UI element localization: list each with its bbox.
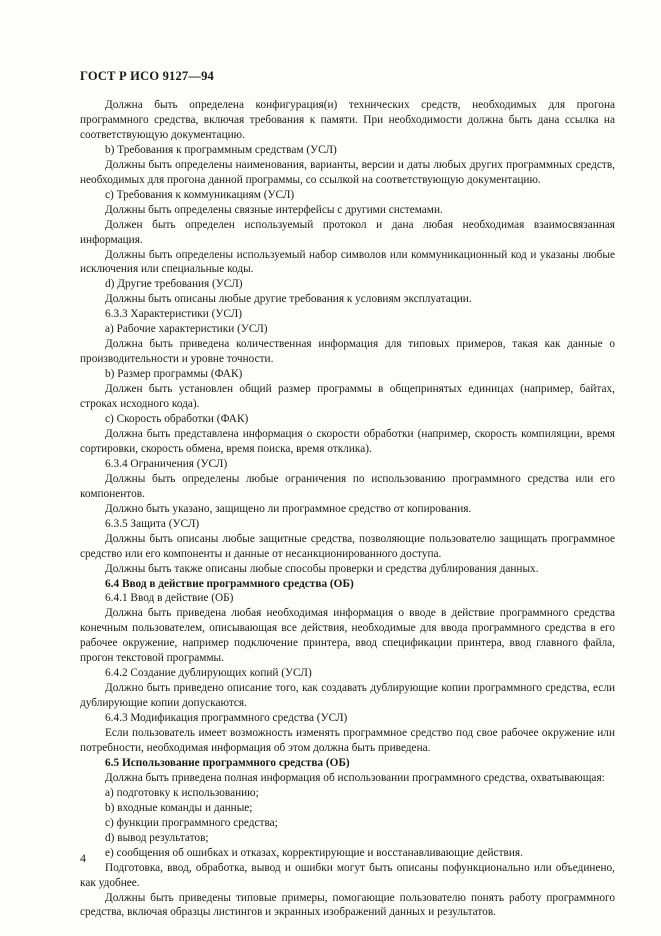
- paragraph: Должна быть приведена количественная информация для типовых примеров, такая как данные о производительности и уровне точности.: [80, 338, 615, 366]
- subsection-heading: 6.3.5 Защита (УСЛ): [105, 517, 200, 530]
- paragraph: Должна быть приведена любая необходимая информация о вводе в действие программного средства конечным пользователем, описывающая все действия, необходимые для ввода программного средства в его рабочее окружение, например подключение принтера, ввод спецификации принтера, ввод главного файла, прогон текстовой программы.: [80, 607, 615, 665]
- paragraph: Должен быть установлен общий размер программы в общепринятых единицах (например, байтах, строках исходного кода).: [80, 383, 615, 411]
- paragraph: Должны быть описаны любые защитные средства, позволяющие пользователю защищать программное средство или его компоненты и данные от несанкционированного доступа.: [80, 532, 615, 560]
- document-body: [80, 98, 615, 920]
- paragraph: Должен быть определен используемый протокол и дана любая необходимая взаимосвязанная информация.: [80, 218, 615, 246]
- paragraph: Должны быть приведены типовые примеры, помогающие пользователю понять работу программного средства, включая образцы листингов и экранных изображений данных и результатов.: [80, 891, 615, 919]
- paragraph: Должна быть определена конфигурация(и) технических средств, необходимых для прогона программного средства, включая требования к памяти. При необходимости должна быть дана ссылка на соответствующую документацию.: [80, 99, 615, 141]
- list-item-heading: c) Требования к коммуникациям (УСЛ): [105, 188, 295, 201]
- section-heading: 6.4 Ввод в действие программного средства (ОБ): [105, 577, 354, 590]
- paragraph: Если пользователь имеет возможность изменять программное средство под свое рабочее окружение или потребности, необходимая информация об этом должна быть приведена.: [80, 727, 615, 754]
- paragraph: Подготовка, ввод, обработка, вывод и ошибки могут быть описаны пофункционально или объединено, как удобнее.: [80, 861, 615, 889]
- list-item: e) сообщения об ошибках и отказах, корректирующие и восстанавливающие действия.: [105, 846, 523, 859]
- paragraph: Должны быть определены наименования, варианты, версии и даты любых других программных средств, необходимых для прогона данной программы, со ссылкой на соответствующую документацию.: [80, 158, 615, 186]
- paragraph: Должны быть определены связные интерфейсы с другими системами.: [105, 203, 443, 216]
- list-item-heading: a) Рабочие характеристики (УСЛ): [105, 323, 268, 336]
- paragraph: Должна быть представлена информация о скорости обработки (например, скорость компиляции, время сортировки, скорость обмена, время поиска, время отклика).: [80, 427, 615, 455]
- list-item-heading: c) Скорость обработки (ФАК): [105, 413, 249, 426]
- paragraph: Должны быть также описаны любые способы проверки и средства дублирования данных.: [105, 562, 539, 575]
- paragraph: Должны быть описаны любые другие требования к условиям эксплуатации.: [105, 293, 472, 306]
- list-item: d) вывод результатов;: [105, 831, 209, 844]
- list-item: b) входные команды и данные;: [105, 801, 253, 814]
- subsection-heading: 6.3.3 Характеристики (УСЛ): [105, 308, 243, 321]
- list-item: a) подготовку к использованию;: [105, 786, 259, 799]
- paragraph: Должно быть приведено описание того, как создавать дублирующие копии программного средства, если дублирующие копии допускаются.: [80, 682, 615, 710]
- paragraph: Должны быть определены любые ограничения по использованию программного средства или его компонентов.: [80, 472, 615, 500]
- subsection-heading: 6.4.2 Создание дублирующих копий (УСЛ): [105, 667, 312, 680]
- list-item: c) функции программного средства;: [105, 816, 278, 829]
- paragraph: Должно быть указано, защищено ли программное средство от копирования.: [105, 502, 472, 515]
- section-heading: 6.5 Использование программного средства (ОБ): [105, 756, 350, 769]
- subsection-heading: 6.3.4 Ограничения (УСЛ): [105, 457, 228, 470]
- page-number: 4: [80, 851, 86, 865]
- list-item-heading: b) Размер программы (ФАК): [105, 368, 243, 381]
- document-header: ГОСТ Р ИСО 9127—94: [80, 69, 214, 83]
- paragraph: Должны быть определены используемый набор символов или коммуникационный код и указаны любые исключения или специальные коды.: [80, 248, 615, 276]
- paragraph: Должна быть приведена полная информация об использовании программного средства, охватывающая:: [105, 771, 605, 784]
- subsection-heading: 6.4.1 Ввод в действие (ОБ): [105, 592, 234, 605]
- list-item-heading: b) Требования к программным средствам (УСЛ): [105, 143, 337, 156]
- subsection-heading: 6.4.3 Модификация программного средства (УСЛ): [105, 712, 348, 725]
- list-item-heading: d) Другие требования (УСЛ): [105, 278, 243, 291]
